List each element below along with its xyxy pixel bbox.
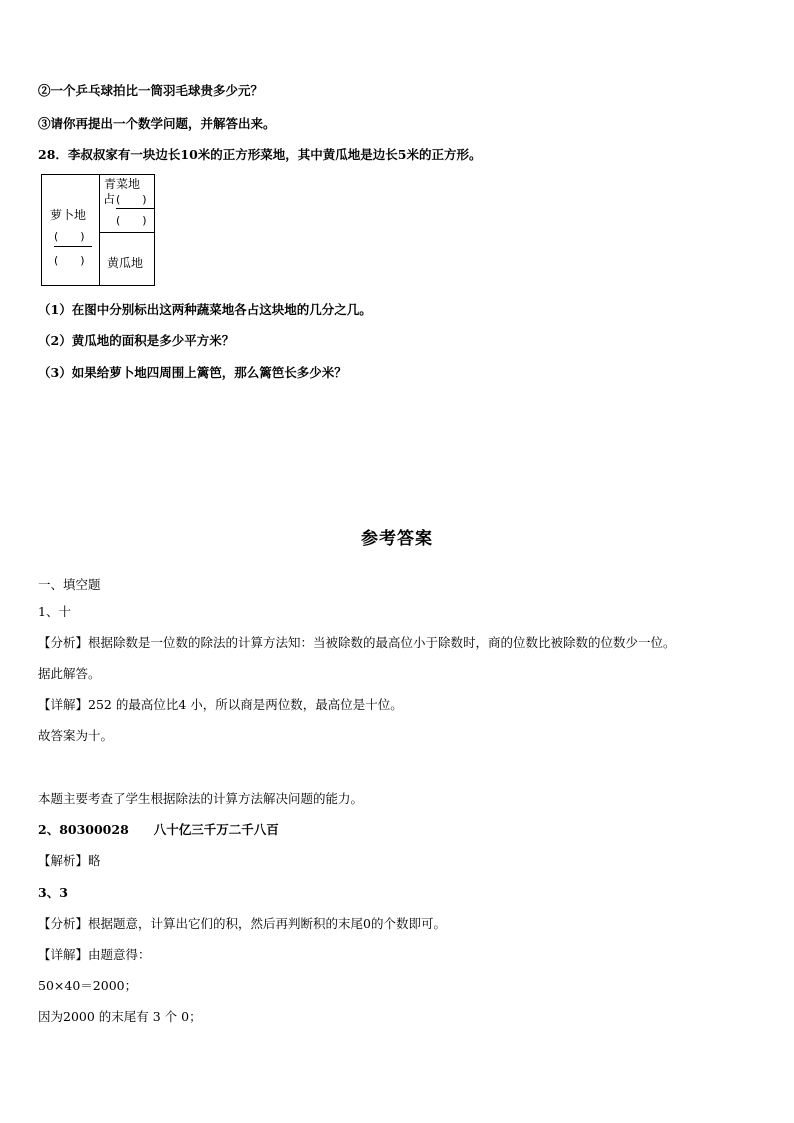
answer-1-number: 1、十: [38, 604, 71, 619]
cabbage-fraction-bar: [116, 208, 154, 209]
question-28-part-3: （3）如果给萝卜地四周围上篱笆，那么篱笆长多少米？: [38, 365, 347, 380]
answer-1-conclusion: 故答案为十。: [38, 728, 114, 743]
question-28-part-1: （1）在图中分别标出这两种蔬菜地各占这块地的几分之几。: [38, 302, 372, 317]
question-28-part-2: （2）黄瓜地的面积是多少平方米？: [38, 333, 235, 348]
answer-3-analysis: 【分析】根据题意，计算出它们的积，然后再判断积的末尾0的个数即可。: [38, 916, 446, 931]
answer-2-analysis: 【解析】略: [38, 853, 101, 868]
answer-3-number: 3、3: [38, 885, 68, 900]
cucumber-plot-label: 黄瓜地: [107, 256, 144, 270]
answer-2-number: 2、80300028 八十亿三千万二千八百: [38, 822, 279, 837]
cabbage-plot-label-occupies: 占: [103, 192, 116, 206]
radish-fraction-numerator-blank: ( ): [54, 230, 85, 243]
vegetable-plot-figure: [41, 174, 155, 286]
cabbage-plot-label: 青菜地: [104, 177, 141, 191]
radish-plot-label: 萝卜地: [50, 208, 87, 222]
question-27-part-2: ②一个乒乓球拍比一筒羽毛球贵多少元？: [38, 83, 264, 98]
question-28-stem: 28．李叔叔家有一块边长10米的正方形菜地，其中黄瓜地是边长5米的正方形。: [38, 147, 482, 162]
radish-fraction-bar: [54, 246, 92, 247]
radish-fraction-denominator-blank: ( ): [54, 254, 85, 267]
answer-1-detail: 【详解】252 的最高位比4 小，所以商是两位数，最高位是十位。: [38, 697, 403, 712]
cabbage-fraction-numerator-blank: ( ): [116, 193, 147, 206]
answer-3-detail: 【详解】由题意得：: [38, 947, 151, 962]
cabbage-fraction-denominator-blank: ( ): [116, 214, 147, 227]
answer-3-reason: 因为2000 的末尾有 3 个 0；: [38, 1009, 202, 1024]
question-27-part-3: ③请你再提出一个数学问题，并解答出来。: [38, 116, 276, 131]
section-heading-fill-in: 一、填空题: [38, 577, 101, 592]
answer-key-title: 参考答案: [361, 529, 433, 549]
answer-1-analysis: 【分析】根据除数是一位数的除法的计算方法知：当被除数的最高位小于除数时，商的位数比被除数的位数少一位。: [38, 635, 676, 650]
answer-1-summary: 本题主要考查了学生根据除法的计算方法解决问题的能力。: [38, 791, 364, 806]
figure-horizontal-divider: [99, 232, 155, 233]
answer-3-calculation: 50×40＝2000；: [38, 978, 138, 993]
figure-vertical-divider: [99, 175, 100, 285]
answer-1-analysis-continued: 据此解答。: [38, 666, 101, 681]
